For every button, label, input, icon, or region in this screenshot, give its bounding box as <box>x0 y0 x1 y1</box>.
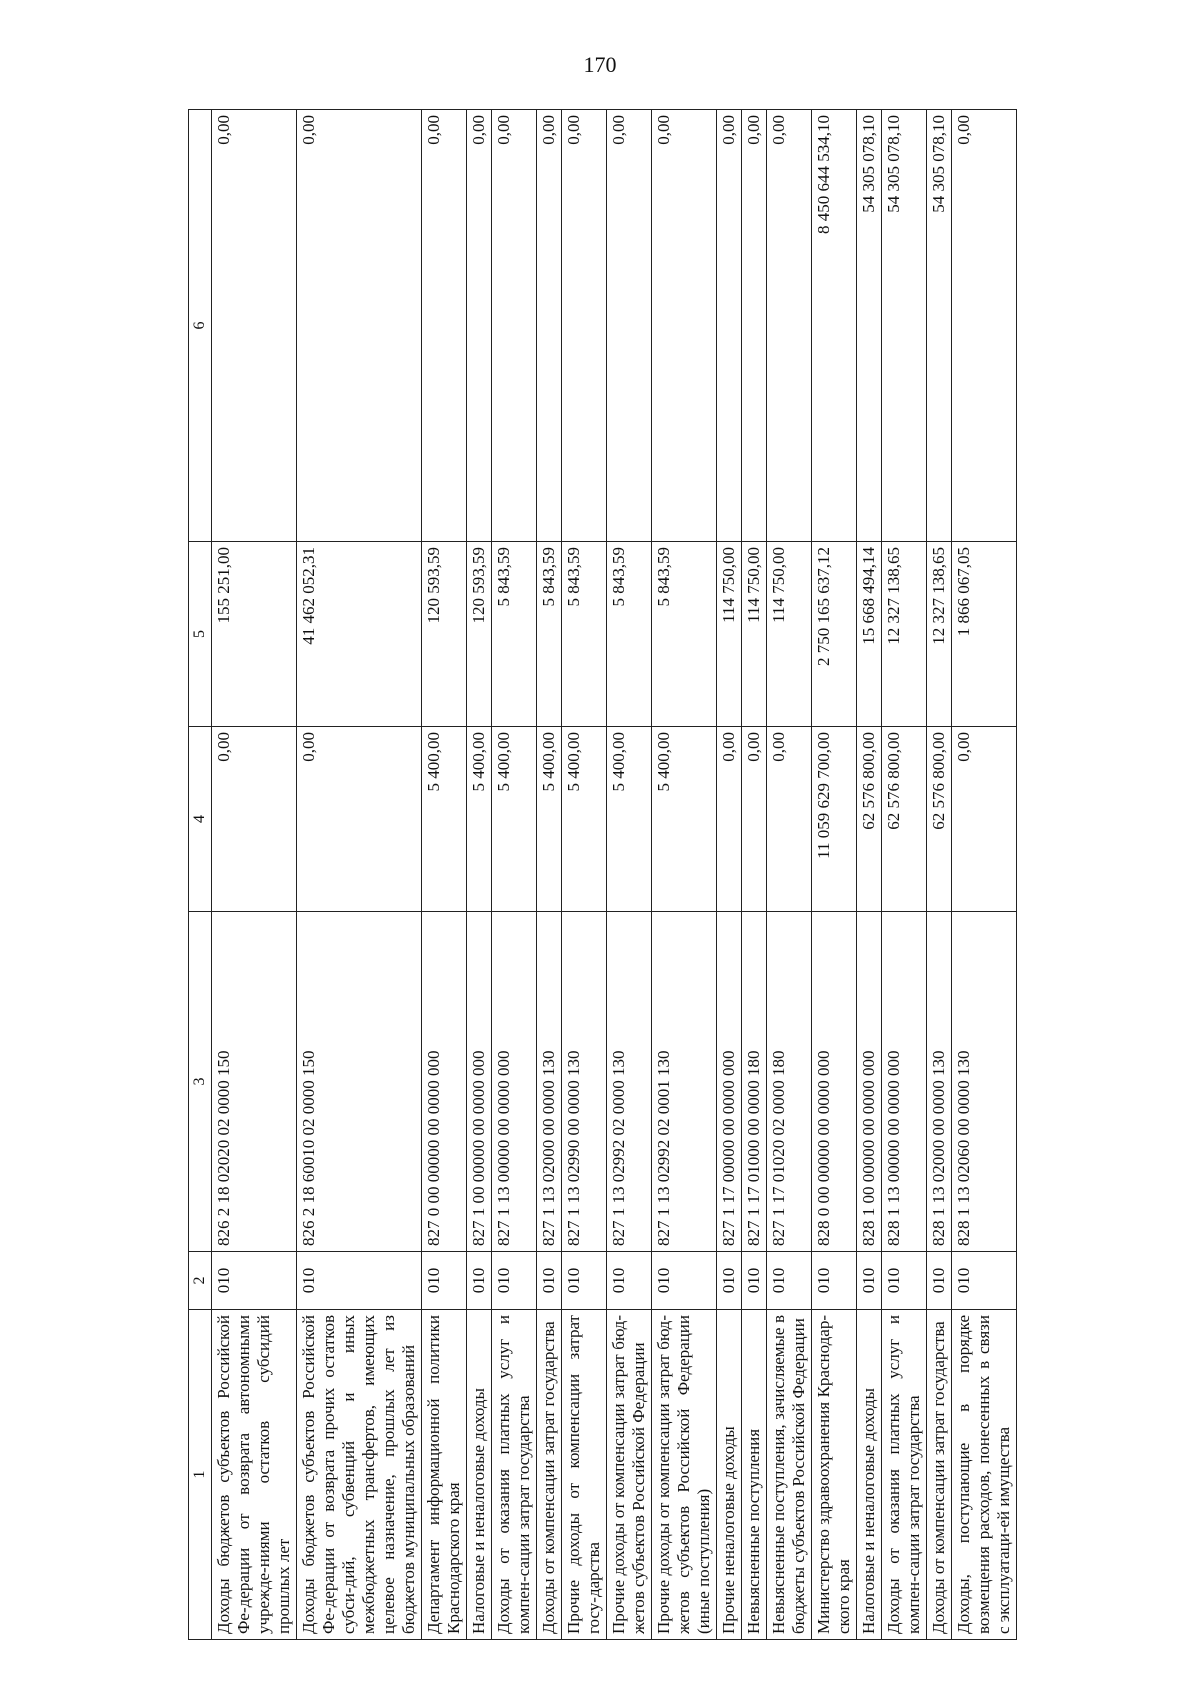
table-row <box>492 110 537 1640</box>
row-name: Невыясненные поступления, зачисляемые в бюджеты субъектов Российской Федерации <box>767 1310 812 1640</box>
row-budget-code: 826 2 18 02020 02 0000 150 <box>212 912 297 1252</box>
row-value-col5: 2 750 165 637,12 <box>812 542 857 727</box>
row-value-col5: 15 668 494,14 <box>857 542 882 727</box>
table-row <box>927 110 952 1640</box>
row-value-col6: 0,00 <box>742 110 767 542</box>
row-value-col5: 5 843,59 <box>492 542 537 727</box>
row-name: Доходы от оказания платных услуг и компен-сации затрат государства <box>492 1310 537 1640</box>
row-budget-code: 826 2 18 60010 02 0000 150 <box>297 912 422 1252</box>
row-budget-code: 827 1 13 02990 00 0000 130 <box>562 912 607 1252</box>
row-value-col6: 0,00 <box>717 110 742 542</box>
row-value-col5: 5 843,59 <box>652 542 717 727</box>
row-value-col6: 0,00 <box>767 110 812 542</box>
row-value-col6: 0,00 <box>607 110 652 542</box>
row-value-col4: 0,00 <box>297 727 422 912</box>
row-line-code: 010 <box>717 1252 742 1310</box>
row-budget-code: 828 1 00 00000 00 0000 000 <box>857 912 882 1252</box>
row-value-col4: 5 400,00 <box>467 727 492 912</box>
row-name: Министерство здравоохранения Краснодар-ского края <box>812 1310 857 1640</box>
row-line-code: 010 <box>492 1252 537 1310</box>
row-value-col4: 5 400,00 <box>422 727 467 912</box>
row-value-col5: 5 843,59 <box>537 542 562 727</box>
table-row <box>297 110 422 1640</box>
table-row <box>467 110 492 1640</box>
row-name: Доходы бюджетов субъектов Российской Фе-дерации от возврата автономными учрежде-ниями остатков субсидий прошлых лет <box>212 1310 297 1640</box>
row-value-col5: 114 750,00 <box>767 542 812 727</box>
row-value-col4: 5 400,00 <box>607 727 652 912</box>
row-name: Доходы от компенсации затрат государства <box>927 1310 952 1640</box>
row-line-code: 010 <box>952 1252 1017 1310</box>
row-budget-code: 827 0 00 00000 00 0000 000 <box>422 912 467 1252</box>
row-line-code: 010 <box>537 1252 562 1310</box>
row-line-code: 010 <box>297 1252 422 1310</box>
row-line-code: 010 <box>812 1252 857 1310</box>
row-value-col6: 0,00 <box>652 110 717 542</box>
row-budget-code: 827 1 13 02000 00 0000 130 <box>537 912 562 1252</box>
row-line-code: 010 <box>212 1252 297 1310</box>
row-value-col4: 62 576 800,00 <box>882 727 927 912</box>
row-line-code: 010 <box>742 1252 767 1310</box>
rotated-table-wrapper <box>188 110 1098 1640</box>
header-col-3: 3 <box>189 912 212 1252</box>
header-col-2: 2 <box>189 1252 212 1310</box>
page-number: 170 <box>583 52 617 77</box>
row-name: Доходы от оказания платных услуг и компен-сации затрат государства <box>882 1310 927 1640</box>
row-value-col4: 62 576 800,00 <box>927 727 952 912</box>
row-value-col4: 5 400,00 <box>537 727 562 912</box>
row-name: Доходы, поступающие в порядке возмещения расходов, понесенных в связи с эксплуатаци-ей имущества <box>952 1310 1017 1640</box>
row-value-col6: 54 305 078,10 <box>857 110 882 542</box>
row-value-col6: 0,00 <box>492 110 537 542</box>
row-budget-code: 827 1 13 02992 02 0001 130 <box>652 912 717 1252</box>
table-row <box>562 110 607 1640</box>
row-line-code: 010 <box>467 1252 492 1310</box>
row-value-col5: 1 866 067,05 <box>952 542 1017 727</box>
row-line-code: 010 <box>652 1252 717 1310</box>
row-value-col4: 0,00 <box>717 727 742 912</box>
row-value-col6: 0,00 <box>297 110 422 542</box>
row-line-code: 010 <box>562 1252 607 1310</box>
row-name: Налоговые и неналоговые доходы <box>857 1310 882 1640</box>
row-name: Прочие доходы от компенсации затрат бюд-жетов субъектов Российской Федерации <box>607 1310 652 1640</box>
row-value-col5: 12 327 138,65 <box>927 542 952 727</box>
row-name: Налоговые и неналоговые доходы <box>467 1310 492 1640</box>
row-name: Прочие доходы от компенсации затрат госу-дарства <box>562 1310 607 1640</box>
row-line-code: 010 <box>767 1252 812 1310</box>
row-value-col4: 62 576 800,00 <box>857 727 882 912</box>
row-budget-code: 828 1 13 02060 00 0000 130 <box>952 912 1017 1252</box>
row-value-col4: 5 400,00 <box>652 727 717 912</box>
row-value-col5: 114 750,00 <box>717 542 742 727</box>
row-value-col4: 5 400,00 <box>562 727 607 912</box>
row-budget-code: 827 1 13 00000 00 0000 000 <box>492 912 537 1252</box>
row-value-col5: 114 750,00 <box>742 542 767 727</box>
row-value-col4: 5 400,00 <box>492 727 537 912</box>
row-line-code: 010 <box>422 1252 467 1310</box>
row-budget-code: 828 1 13 02000 00 0000 130 <box>927 912 952 1252</box>
table-row <box>212 110 297 1640</box>
row-line-code: 010 <box>882 1252 927 1310</box>
table-row <box>652 110 717 1640</box>
header-col-5: 5 <box>189 542 212 727</box>
row-value-col6: 0,00 <box>212 110 297 542</box>
row-value-col5: 120 593,59 <box>422 542 467 727</box>
row-value-col6: 0,00 <box>467 110 492 542</box>
row-name: Прочие неналоговые доходы <box>717 1310 742 1640</box>
row-budget-code: 827 1 00 00000 00 0000 000 <box>467 912 492 1252</box>
row-value-col6: 0,00 <box>537 110 562 542</box>
table-row <box>742 110 767 1640</box>
row-value-col5: 41 462 052,31 <box>297 542 422 727</box>
row-budget-code: 827 1 17 01000 00 0000 180 <box>742 912 767 1252</box>
table-row <box>717 110 742 1640</box>
row-value-col4: 0,00 <box>742 727 767 912</box>
row-name: Невыясненные поступления <box>742 1310 767 1640</box>
header-col-6: 6 <box>189 110 212 542</box>
row-value-col4: 0,00 <box>952 727 1017 912</box>
row-line-code: 010 <box>927 1252 952 1310</box>
row-value-col5: 5 843,59 <box>562 542 607 727</box>
row-name: Доходы от компенсации затрат государства <box>537 1310 562 1640</box>
table-row <box>537 110 562 1640</box>
row-value-col5: 5 843,59 <box>607 542 652 727</box>
row-budget-code: 827 1 17 00000 00 0000 000 <box>717 912 742 1252</box>
row-name: Доходы бюджетов субъектов Российской Фе-дерации от возврата прочих остатков субси-дий, субвенций и иных межбюджетных трансфертов, имеющих целевое назначение, прошлых лет из бюджетов муниципальных образований <box>297 1310 422 1640</box>
row-line-code: 010 <box>607 1252 652 1310</box>
row-budget-code: 828 0 00 00000 00 0000 000 <box>812 912 857 1252</box>
row-value-col6: 54 305 078,10 <box>927 110 952 542</box>
table-row <box>857 110 882 1640</box>
row-value-col5: 120 593,59 <box>467 542 492 727</box>
row-value-col5: 12 327 138,65 <box>882 542 927 727</box>
row-value-col5: 155 251,00 <box>212 542 297 727</box>
table-row <box>812 110 857 1640</box>
row-name: Департамент информационной политики Краснодарского края <box>422 1310 467 1640</box>
row-value-col4: 0,00 <box>767 727 812 912</box>
row-value-col6: 8 450 644 534,10 <box>812 110 857 542</box>
table-row <box>952 110 1017 1640</box>
table-header-row <box>189 110 212 1640</box>
table-row <box>767 110 812 1640</box>
header-col-1: 1 <box>189 1310 212 1640</box>
row-value-col4: 11 059 629 700,00 <box>812 727 857 912</box>
revenue-table <box>188 109 1017 1640</box>
row-value-col6: 0,00 <box>562 110 607 542</box>
row-value-col6: 0,00 <box>952 110 1017 542</box>
row-value-col6: 0,00 <box>422 110 467 542</box>
row-line-code: 010 <box>857 1252 882 1310</box>
header-col-4: 4 <box>189 727 212 912</box>
row-budget-code: 827 1 17 01020 02 0000 180 <box>767 912 812 1252</box>
table-row <box>422 110 467 1640</box>
row-name: Прочие доходы от компенсации затрат бюд-жетов субъектов Российской Федерации (иные поступления) <box>652 1310 717 1640</box>
row-value-col6: 54 305 078,10 <box>882 110 927 542</box>
row-value-col4: 0,00 <box>212 727 297 912</box>
table-row <box>607 110 652 1640</box>
row-budget-code: 827 1 13 02992 02 0000 130 <box>607 912 652 1252</box>
row-budget-code: 828 1 13 00000 00 0000 000 <box>882 912 927 1252</box>
table-row <box>882 110 927 1640</box>
